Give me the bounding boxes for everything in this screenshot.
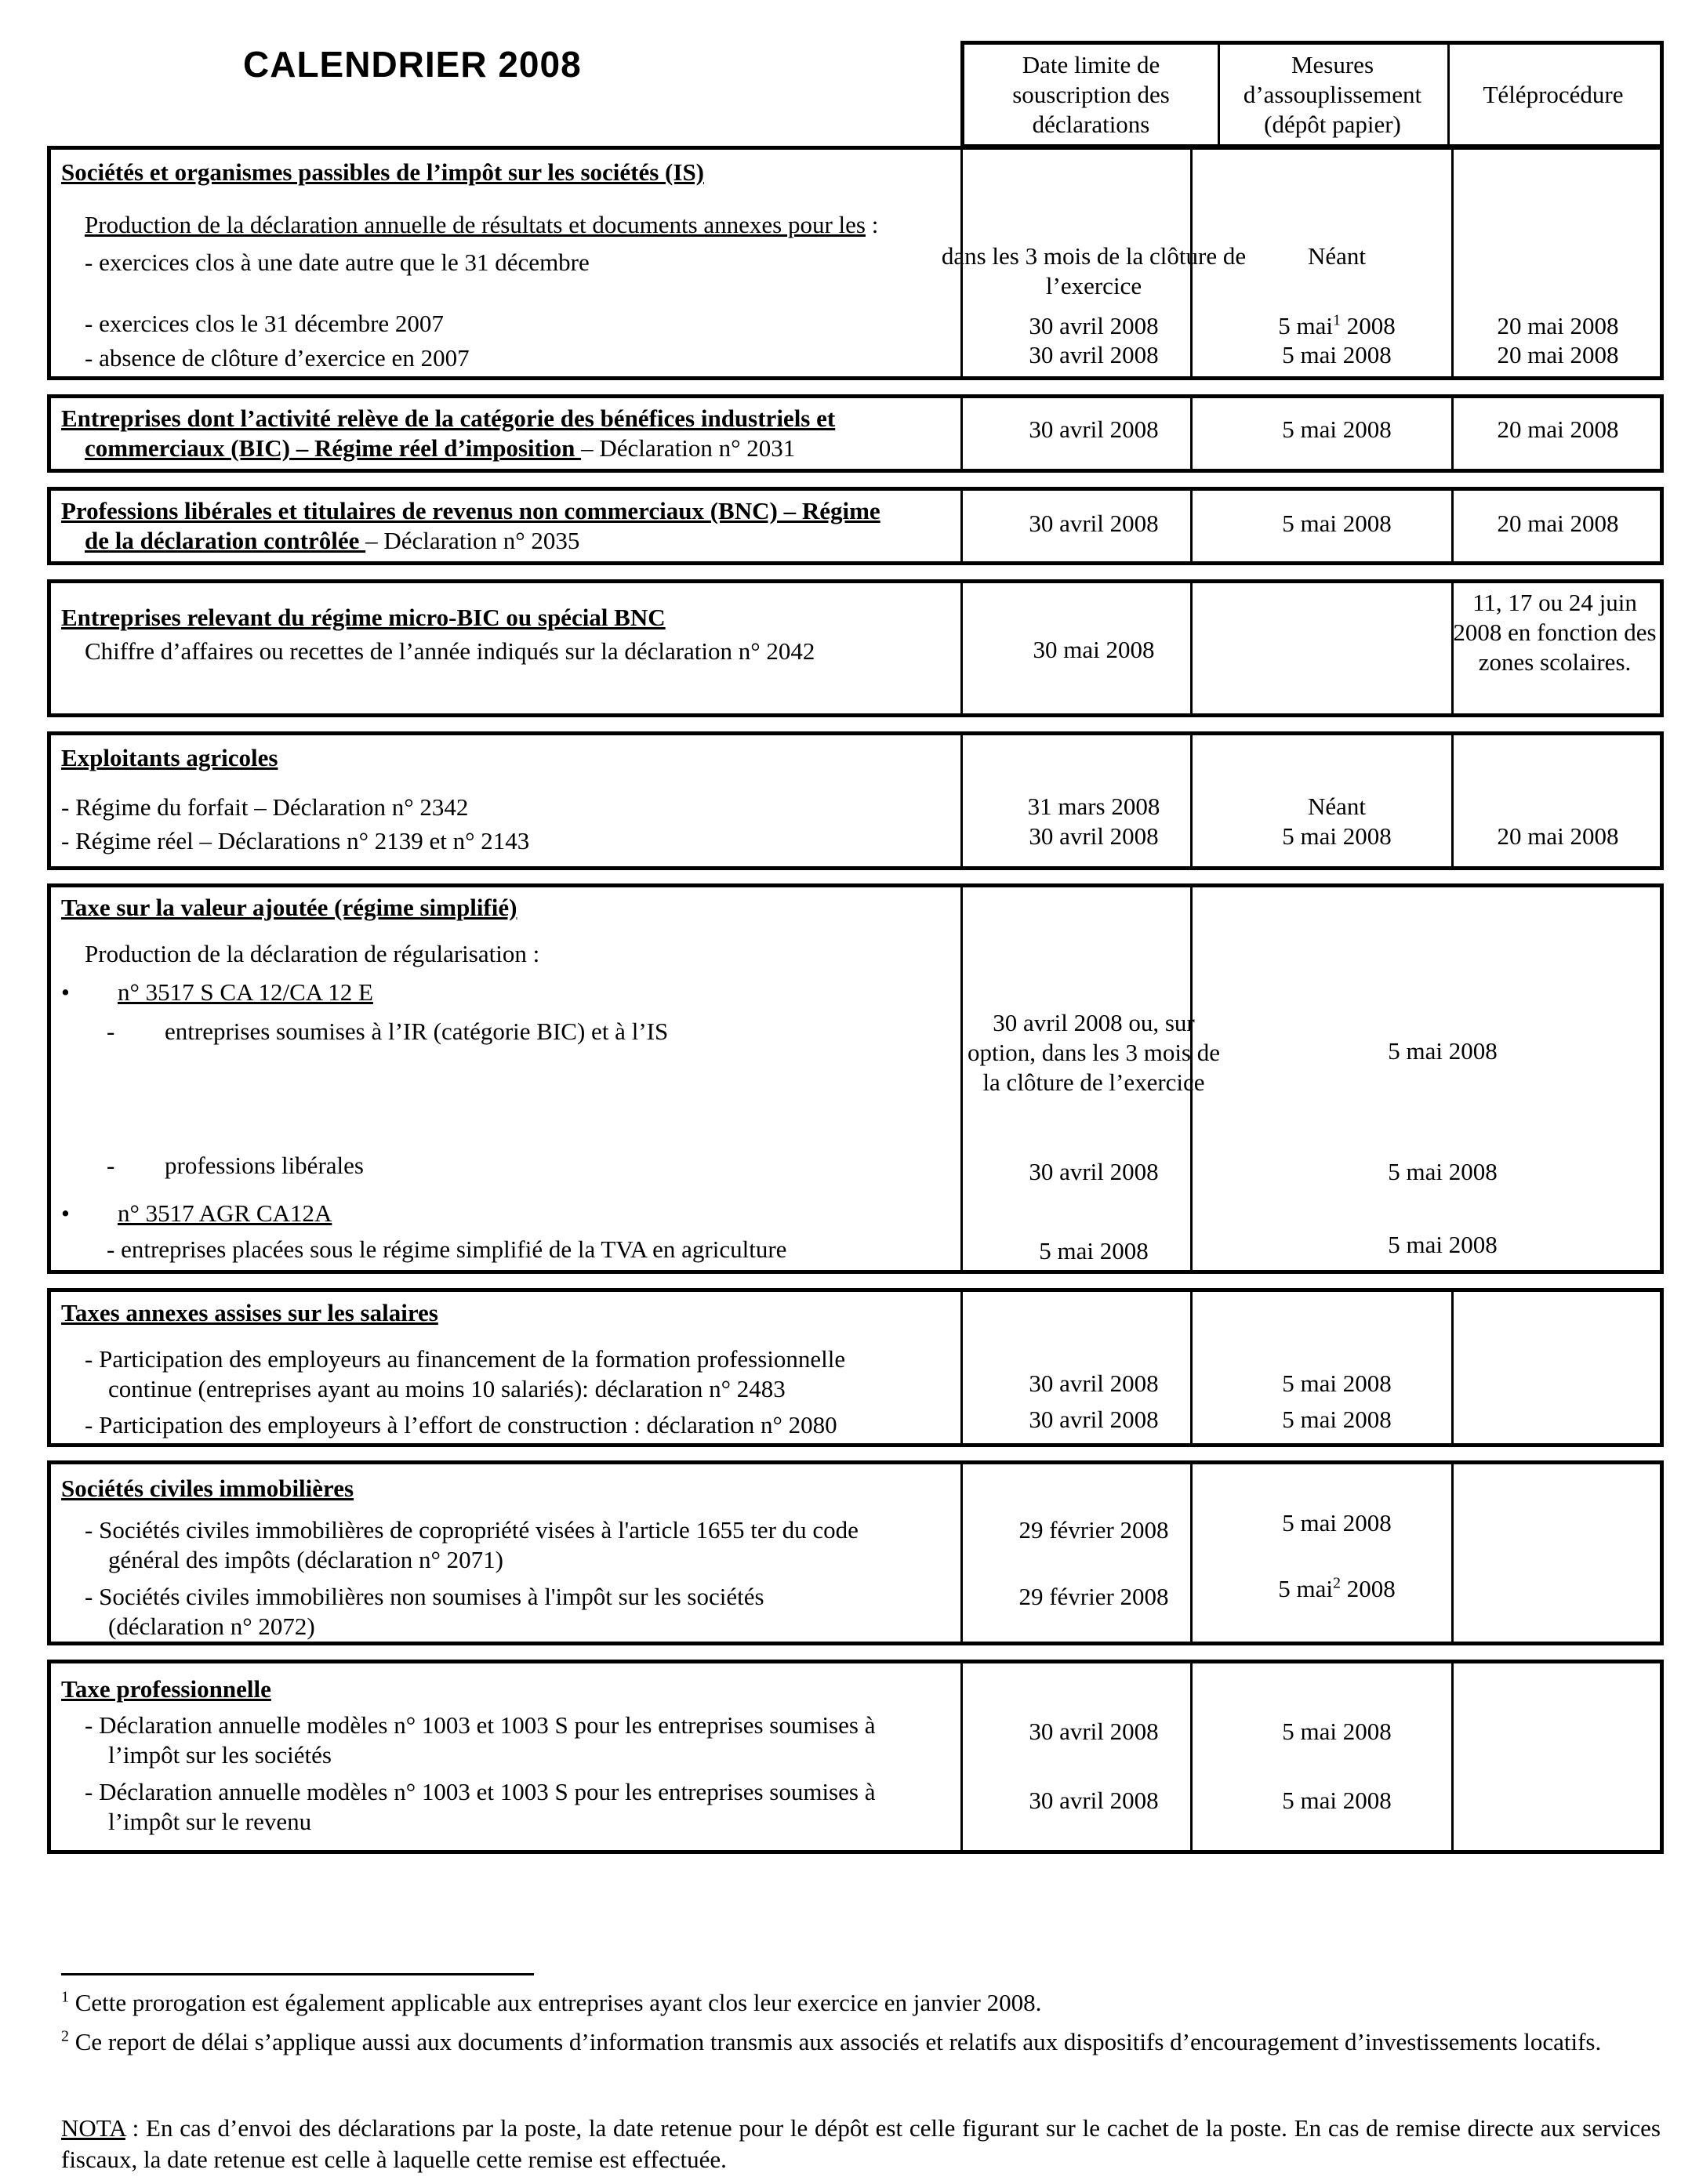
- section-title-cont: de la déclaration contrôlée – Déclaration n° 2035: [85, 527, 580, 554]
- form-number: n° 3517 AGR CA12A: [118, 1199, 332, 1227]
- footnote-ref: 2: [1333, 1574, 1341, 1592]
- cell-date-limite: 30 avril 2008: [1029, 1406, 1159, 1433]
- cell-date-limite: 30 avril 2008 ou, sur option, dans les 3 mois de la clôture de l’exercice: [967, 1009, 1221, 1096]
- row-label-cont: l’impôt sur le revenu: [108, 1808, 312, 1835]
- row-label: professions libérales: [165, 1152, 364, 1179]
- section-intro: Production de la déclaration annuelle de résultats et documents annexes pour les :: [85, 211, 879, 238]
- section-title: Sociétés et organismes passibles de l’impôt sur les sociétés (IS): [61, 158, 705, 186]
- cell-mesures: 5 mai 2008: [1282, 1370, 1392, 1397]
- section-title: Entreprises dont l’activité relève de la catégorie des bénéfices industriels et: [61, 405, 836, 432]
- header-teleprocedure: Téléprocédure: [1483, 80, 1624, 108]
- row-label-cont: général des impôts (déclaration n° 2071): [108, 1546, 503, 1573]
- cell-mesures: 5 mai 2008: [1282, 510, 1392, 537]
- footnote-separator: [61, 1973, 534, 1975]
- section-title: Entreprises relevant du régime micro-BIC ou spécial BNC: [61, 604, 666, 631]
- cell-date-limite: 30 avril 2008: [1029, 312, 1159, 339]
- cell-date-limite: 30 avril 2008: [1029, 822, 1159, 850]
- cell-date-limite: 30 avril 2008: [1029, 510, 1159, 537]
- dash: -: [107, 1152, 115, 1179]
- cell-teleprocedure: 20 mai 2008: [1497, 341, 1619, 368]
- row-label: - entreprises placées sous le régime simplifié de la TVA en agriculture: [107, 1235, 787, 1263]
- cell-mesures: 5 mai 2008: [1282, 341, 1392, 368]
- header-mesures: Mesures d’assouplissement (dépôt papier): [1243, 50, 1422, 138]
- cell-mesures: 5 mai 2008: [1388, 1037, 1498, 1065]
- cell-date-limite: 29 février 2008: [1018, 1583, 1169, 1610]
- form-number: n° 3517 S CA 12/CA 12 E: [118, 978, 373, 1006]
- row-label: - Déclaration annuelle modèles n° 1003 et 1003 S pour les entreprises soumises à: [85, 1711, 876, 1739]
- cell-mesures: 5 mai 2008: [1282, 1406, 1392, 1433]
- cell-teleprocedure: 11, 17 ou 24 juin 2008 en fonction des zones scolaires.: [1453, 589, 1657, 676]
- cell-date-limite: 30 avril 2008: [1029, 341, 1159, 368]
- cell-date-limite: 30 avril 2008: [1029, 1158, 1159, 1185]
- cell-teleprocedure: 20 mai 2008: [1497, 415, 1619, 443]
- row-label: entreprises soumises à l’IR (catégorie BIC) et à l’IS: [165, 1018, 669, 1045]
- section-title: Taxes annexes assises sur les salaires: [61, 1299, 438, 1326]
- cell-date-limite: 30 avril 2008: [1029, 415, 1159, 443]
- column-header: [960, 41, 1664, 148]
- cell-mesures: 5 mai 2008: [1282, 415, 1392, 443]
- page-title: CALENDRIER 2008: [243, 44, 582, 85]
- bullet: •: [61, 1199, 70, 1227]
- cell-date-limite: 31 mars 2008: [1027, 793, 1160, 820]
- row-label: - Déclaration annuelle modèles n° 1003 et 1003 S pour les entreprises soumises à: [85, 1778, 876, 1805]
- row-label: - Régime réel – Déclarations n° 2139 et n° 2143: [61, 827, 530, 854]
- cell-mesures: 5 mai 2008: [1282, 1509, 1392, 1536]
- row-label: - Régime du forfait – Déclaration n° 2342: [61, 793, 469, 821]
- section-intro: Production de la déclaration de régularisation :: [85, 940, 540, 967]
- cell-date-limite: 30 avril 2008: [1029, 1787, 1159, 1814]
- cell-mesures: 5 mai$^2$ 2008: [1278, 1574, 1396, 1602]
- row-label-cont: l’impôt sur les sociétés: [108, 1741, 332, 1769]
- row-label: - Sociétés civiles immobilières de copropriété visées à l'article 1655 ter du code: [85, 1516, 859, 1544]
- cell-mesures: 5 mai 2008: [1388, 1158, 1498, 1185]
- footnote-1: $^1$ Cette prorogation est également applicable aux entreprises ayant clos leur exercice en janvier 2008.: [61, 1988, 1042, 2016]
- section-title: Taxe sur la valeur ajoutée (régime simplifié): [61, 894, 517, 921]
- cell-mesures: 5 mai 2008: [1282, 1718, 1392, 1745]
- cell-teleprocedure: 20 mai 2008: [1497, 822, 1619, 850]
- bullet: •: [61, 978, 70, 1006]
- cell-mesures: 5 mai$^1$ 2008: [1278, 311, 1396, 339]
- row-label: - Participation des employeurs à l’effort de construction : déclaration n° 2080: [85, 1411, 837, 1438]
- footnote-ref: 1: [1333, 311, 1341, 329]
- row-label-cont: (déclaration n° 2072): [108, 1613, 315, 1640]
- cell-mesures: 5 mai 2008: [1282, 1787, 1392, 1814]
- cell-date-limite: dans les 3 mois de la clôture de l’exercice: [941, 242, 1247, 299]
- dash: -: [107, 1018, 115, 1045]
- section-title: Exploitants agricoles: [61, 744, 278, 771]
- nota: NOTA : En cas d’envoi des déclarations par la poste, la date retenue pour le dépôt est celle figurant sur le cachet de la poste. En cas de remise directe aux services fiscaux, la date retenue est celle à laquelle cette remise est effectuée.: [61, 2114, 1661, 2173]
- cell-date-limite: 30 avril 2008: [1029, 1370, 1159, 1397]
- cell-date-limite: 5 mai 2008: [1039, 1237, 1149, 1264]
- row-label-cont: continue (entreprises ayant au moins 10 salariés): déclaration n° 2483: [108, 1375, 786, 1402]
- row-label: Chiffre d’affaires ou recettes de l’année indiqués sur la déclaration n° 2042: [85, 637, 815, 665]
- header-date-limite: Date limite de souscription des déclarations: [1012, 50, 1170, 138]
- row-label: - absence de clôture d’exercice en 2007: [85, 344, 470, 372]
- cell-date-limite: 29 février 2008: [1018, 1516, 1169, 1544]
- footnote-2: $^2$ Ce report de délai s’applique aussi aux documents d’information transmis aux associés et relatifs aux dispositifs d’encouragement d’investissements locatifs.: [61, 2027, 1602, 2055]
- cell-mesures: Néant: [1307, 793, 1367, 820]
- section-title: Professions libérales et titulaires de revenus non commerciaux (BNC) – Régime: [61, 497, 880, 524]
- section-title-cont: commerciaux (BIC) – Régime réel d’imposition – Déclaration n° 2031: [85, 434, 796, 462]
- cell-mesures: 5 mai 2008: [1388, 1231, 1498, 1258]
- cell-date-limite: 30 mai 2008: [1033, 636, 1155, 663]
- row-label: - exercices clos à une date autre que le 31 décembre: [85, 249, 590, 276]
- row-label: - Sociétés civiles immobilières non soumises à l'impôt sur les sociétés: [85, 1583, 764, 1610]
- row-label: - exercices clos le 31 décembre 2007: [85, 310, 444, 337]
- cell-date-limite: 30 avril 2008: [1029, 1718, 1159, 1745]
- cell-mesures: Néant: [1307, 242, 1367, 270]
- section-title: Taxe professionnelle: [61, 1675, 271, 1703]
- cell-teleprocedure: 20 mai 2008: [1497, 312, 1619, 339]
- row-label: - Participation des employeurs au financement de la formation professionnelle: [85, 1345, 846, 1373]
- cell-mesures: 5 mai 2008: [1282, 822, 1392, 850]
- cell-teleprocedure: 20 mai 2008: [1497, 510, 1619, 537]
- section-title: Sociétés civiles immobilières: [61, 1475, 354, 1502]
